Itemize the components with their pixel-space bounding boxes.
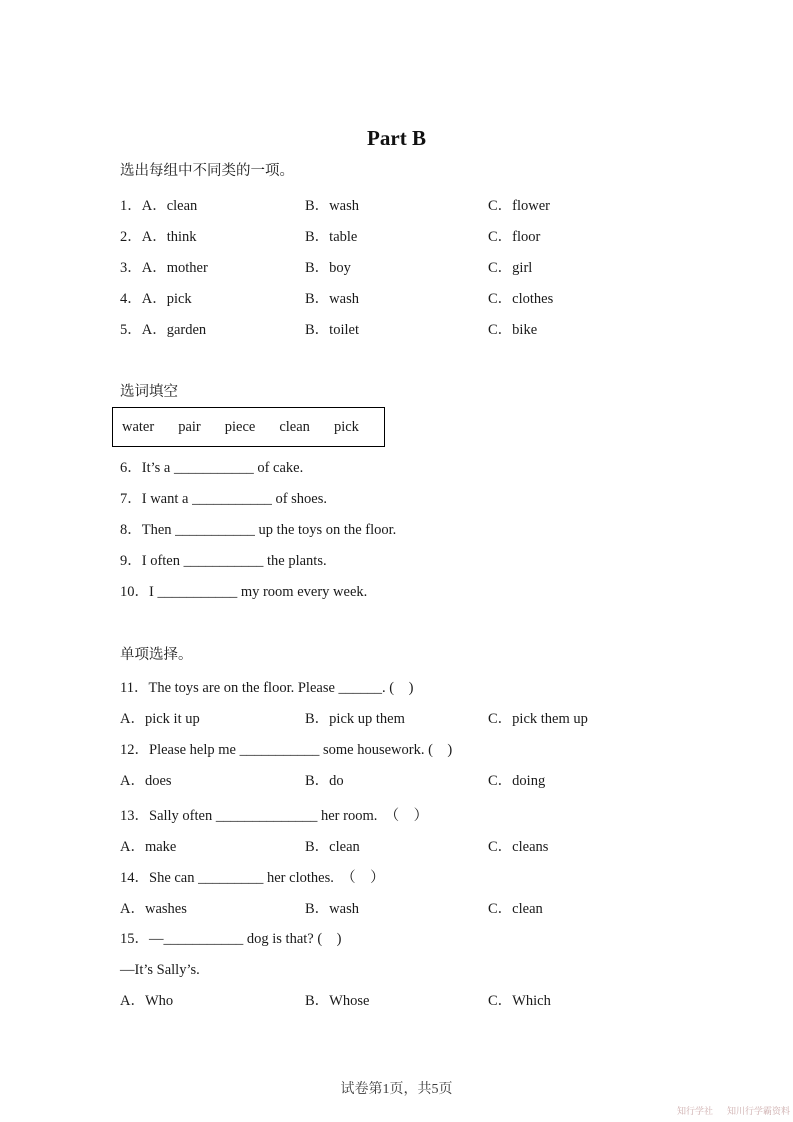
watermark-left-text: 知行学社: [676, 1106, 713, 1116]
question-option-c: C．clothes: [488, 291, 554, 307]
part-title: Part B: [367, 126, 426, 150]
classify-question-row: [120, 320, 720, 340]
choice-options-row: [120, 709, 720, 729]
choice-option-c: C．clean: [488, 901, 543, 917]
question-option-b: B．toilet: [305, 322, 359, 338]
choice-options-row: [120, 771, 720, 791]
choice-option-a: A．Who: [120, 993, 174, 1009]
choice-instruction: 单项选择。: [120, 647, 193, 663]
choice-option-a: A．does: [120, 773, 172, 789]
choice-option-b: B．pick up them: [305, 711, 405, 727]
word-bank-item: pair: [178, 418, 201, 435]
question-option-b: B．boy: [305, 260, 351, 276]
choice-option-c: C．pick them up: [488, 711, 588, 727]
choice-stem: 15．—___________ dog is that? ( ): [120, 931, 342, 947]
question-option-a: 5．A．garden: [120, 322, 207, 338]
word-bank-item: clean: [279, 418, 310, 435]
classify-question-row: [120, 196, 720, 216]
question-option-b: B．table: [305, 229, 358, 245]
question-option-c: C．flower: [488, 198, 551, 214]
classify-instruction: 选出每组中不同类的一项。: [120, 163, 294, 179]
choice-options-row: [120, 899, 720, 919]
fill-question: 10．I ___________ my room every week.: [120, 584, 368, 600]
watermark-right-text: 知川行学霸资料: [726, 1106, 790, 1116]
choice-answer-line: —It’s Sally’s.: [120, 962, 200, 978]
question-option-c: C．bike: [488, 322, 538, 338]
watermark: [677, 1106, 790, 1117]
choice-options-row: [120, 991, 720, 1011]
choice-stem: 11．The toys are on the floor. Please ______. ( ): [120, 680, 414, 696]
choice-option-b: B．wash: [305, 901, 359, 917]
choice-option-c: C．cleans: [488, 839, 549, 855]
classify-question-row: [120, 258, 720, 278]
page-footer: 试卷第1页，共5页: [340, 1082, 453, 1097]
question-option-b: B．wash: [305, 291, 359, 307]
question-option-a: 3．A．mother: [120, 260, 208, 276]
choice-option-a: A．washes: [120, 901, 187, 917]
fill-question: 8．Then ___________ up the toys on the floor.: [120, 522, 397, 538]
word-bank: [112, 407, 385, 447]
question-option-a: 4．A．pick: [120, 291, 192, 307]
choice-option-b: B．Whose: [305, 993, 370, 1009]
choice-option-b: B．do: [305, 773, 344, 789]
question-option-a: 2．A．think: [120, 229, 197, 245]
word-bank-item: pick: [333, 418, 359, 435]
classify-question-row: [120, 289, 720, 309]
choice-option-b: B．clean: [305, 839, 360, 855]
fill-question: 7．I want a ___________ of shoes.: [120, 491, 328, 507]
question-option-b: B．wash: [305, 198, 359, 214]
word-bank-item: water: [122, 418, 155, 435]
choice-option-c: C．Which: [488, 993, 551, 1009]
word-bank-item: piece: [224, 418, 256, 435]
question-option-c: C．girl: [488, 260, 533, 276]
choice-stem: 14．She can _________ her clothes. （ ）: [120, 870, 385, 886]
fill-question: 6．It’s a ___________ of cake.: [120, 460, 304, 476]
question-option-c: C．floor: [488, 229, 541, 245]
choice-options-row: [120, 837, 720, 857]
classify-question-row: [120, 227, 720, 247]
choice-option-c: C．doing: [488, 773, 546, 789]
choice-stem: 13．Sally often ______________ her room. （ ）: [120, 808, 429, 824]
question-option-a: 1．A．clean: [120, 198, 198, 214]
choice-stem: 12．Please help me ___________ some housework. ( ): [120, 742, 453, 758]
choice-option-a: A．pick it up: [120, 711, 200, 727]
choice-option-a: A．make: [120, 839, 177, 855]
fill-instruction: 选词填空: [120, 384, 178, 400]
fill-question: 9．I often ___________ the plants.: [120, 553, 327, 569]
